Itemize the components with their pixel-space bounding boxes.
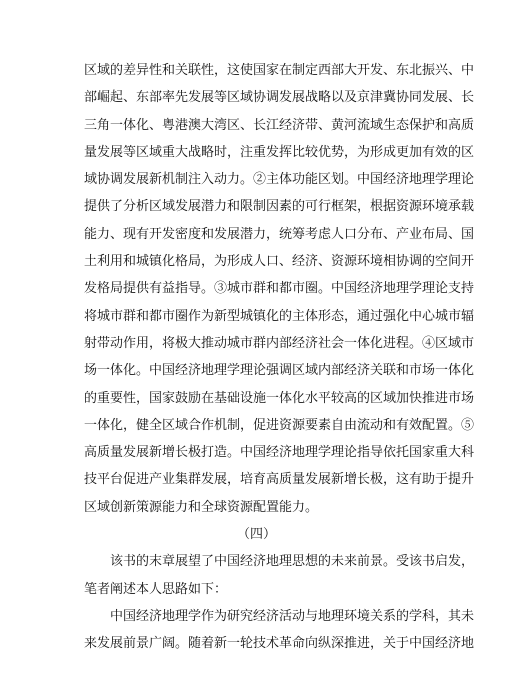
document-body (84, 57, 475, 658)
text-line: 射带动作用，将极大推动城市群内部经济社会一体化进程。④区域市 (84, 335, 475, 351)
text-line: 技平台促进产业集群发展，培育高质量发展新增长极，这有助于提升 (84, 472, 475, 488)
text-line: 场一体化。中国经济地理学理论强调区域内部经济关联和市场一体化 (84, 363, 475, 379)
text-line: 部崛起、东部率先发展等区域协调发展战略以及京津冀协同发展、长 (84, 90, 475, 106)
text-line: 发格局提供有益指导。③城市群和都市圈。中国经济地理学理论支持 (84, 281, 475, 297)
text-line: 区域的差异性和关联性，这使国家在制定西部大开发、东北振兴、中 (84, 63, 475, 78)
text-line: 量发展等区域重大战略时，注重发挥比较优势，为形成更加有效的区 (84, 144, 475, 160)
text-line: 一体化，健全区域合作机制，促进资源要素自由流动和有效配置。⑤ (84, 417, 475, 433)
text-line: 区域创新策源能力和全球资源配置能力。 (84, 499, 319, 515)
paragraph-line: 该书的末章展望了中国经济地理思想的未来前景。受该书启发， (110, 554, 475, 570)
text-line: 提供了分析区域发展潜力和限制因素的可行框架，根据资源环境承载 (84, 199, 475, 215)
text-line: 三角一体化、粤港澳大湾区、长江经济带、黄河流域生态保护和高质 (84, 117, 475, 133)
section-heading: （四） (236, 527, 276, 543)
text-line: 能力、现有开发密度和发展潜力，统筹考虑人口分布、产业布局、国 (84, 226, 475, 242)
paragraph-line: 中国经济地理学作为研究经济活动与地理环境关系的学科，其未 (110, 608, 475, 624)
text-line: 土利用和城镇化格局，为形成人口、经济、资源环境相协调的空间开 (84, 254, 475, 270)
text-line: 域协调发展新机制注入动力。②主体功能区划。中国经济地理学理论 (84, 172, 475, 188)
text-line: 的重要性，国家鼓励在基础设施一体化水平较高的区域加快推进市场 (84, 390, 475, 406)
text-line: 高质量发展新增长极打造。中国经济地理学理论指导依托国家重大科 (84, 445, 475, 461)
paragraph-line: 笔者阐述本人思路如下： (84, 581, 228, 597)
paragraph-line: 来发展前景广阔。随着新一轮技术革命向纵深推进，关于中国经济地 (84, 636, 475, 652)
text-line: 将城市群和都市圈作为新型城镇化的主体形态，通过强化中心城市辐 (84, 308, 475, 324)
